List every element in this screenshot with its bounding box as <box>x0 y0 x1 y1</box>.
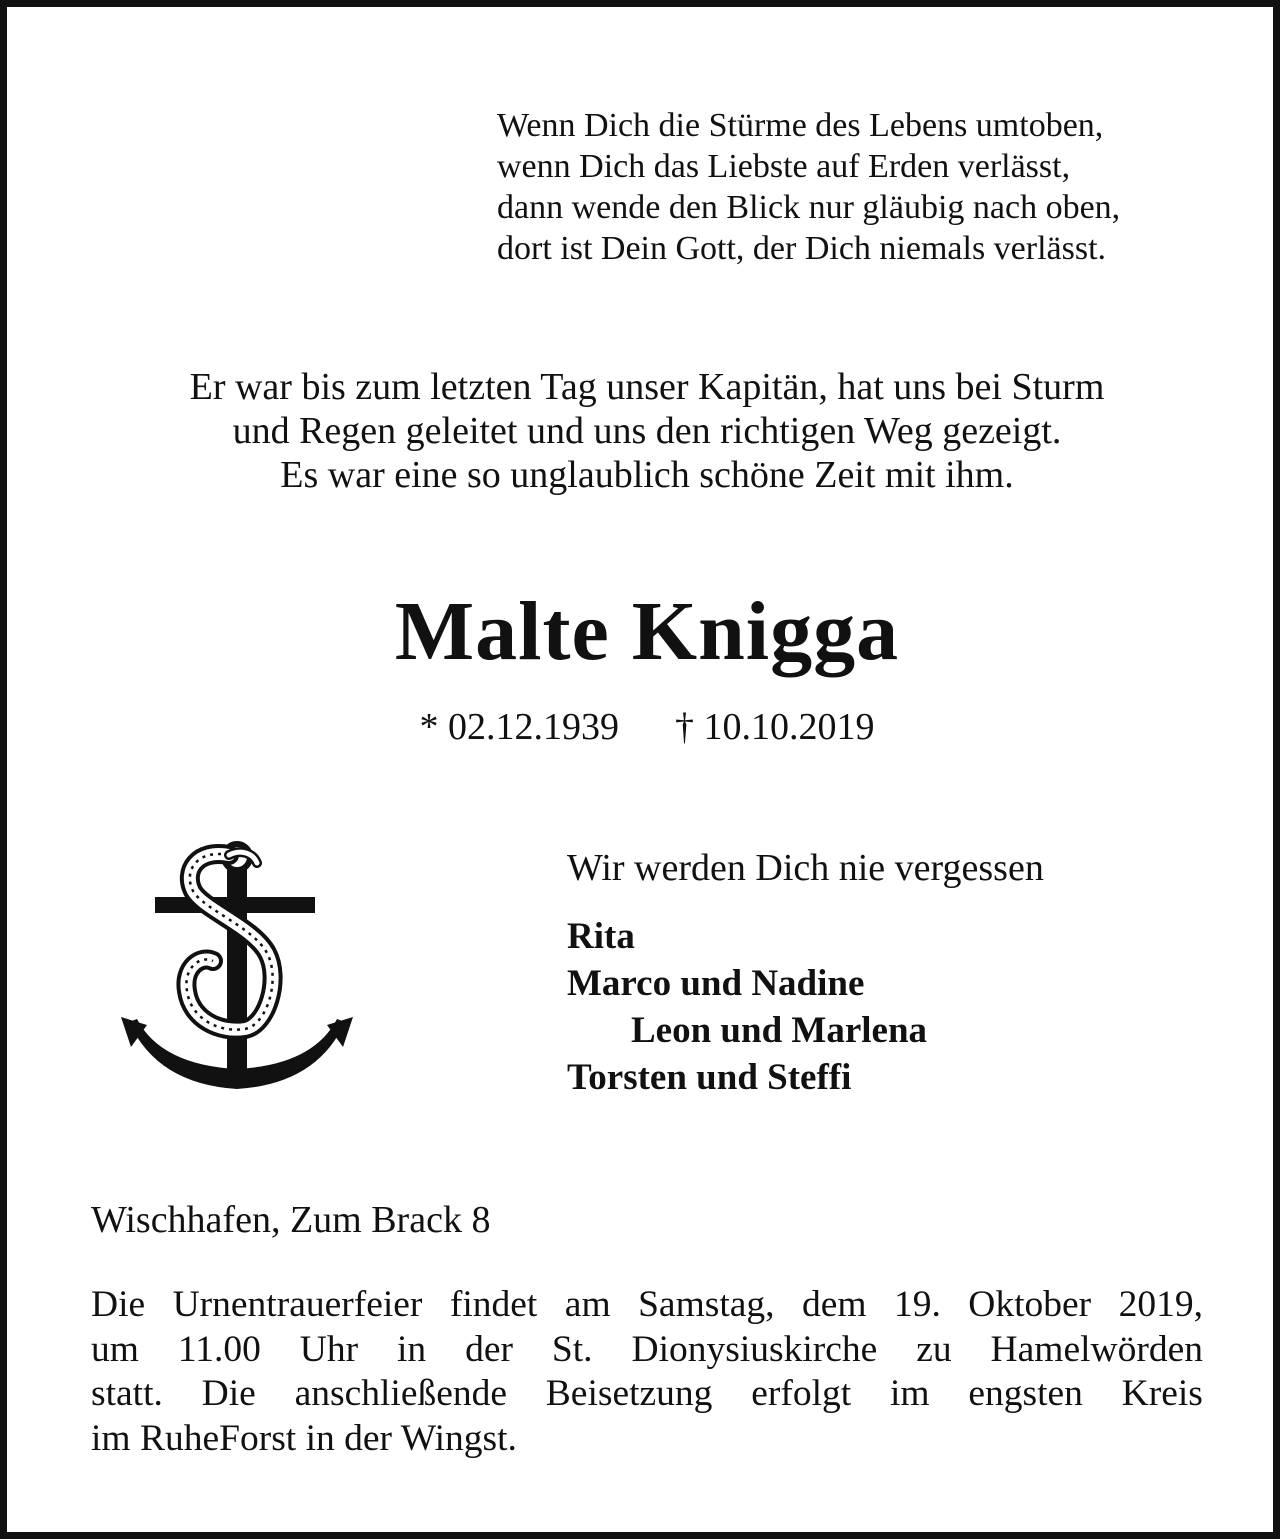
mourners-intro: Wir werden Dich nie vergessen <box>567 847 1044 889</box>
poem <box>497 105 1237 269</box>
tribute-line: und Regen geleitet und uns den richtigen Weg gezeigt. <box>232 410 1062 452</box>
tribute-line: Er war bis zum letzten Tag unser Kapitän, hat uns bei Sturm <box>189 366 1105 408</box>
family-address: Wischhafen, Zum Brack 8 <box>91 1199 491 1241</box>
ceremony-notice <box>91 1283 1203 1461</box>
mourners <box>567 845 1247 1101</box>
ceremony-line: Die Urnentrauerfeier findet am Samstag, dem 19. Oktober 2019, <box>91 1284 1203 1325</box>
mourner-name: Rita <box>567 916 635 957</box>
tribute-line: Es war eine so unglaublich schöne Zeit mit ihm. <box>280 454 1014 496</box>
poem-line: dann wende den Blick nur gläubig nach oben, <box>497 189 1121 226</box>
death-date: † 10.10.2019 <box>675 706 875 748</box>
poem-line: dort ist Dein Gott, der Dich niemals verlässt. <box>497 230 1107 267</box>
poem-line: wenn Dich das Liebste auf Erden verlässt, <box>497 148 1071 185</box>
deceased-name: Malte Knigga <box>394 585 900 678</box>
poem-line: Wenn Dich die Stürme des Lebens umtoben, <box>497 107 1104 144</box>
anchor-with-rope-icon <box>117 829 357 1099</box>
birth-date: * 02.12.1939 <box>419 706 619 748</box>
mourner-name: Marco und Nadine <box>567 963 865 1004</box>
mourner-name: Torsten und Steffi <box>567 1057 852 1098</box>
mourner-name: Leon und Marlena <box>631 1010 928 1051</box>
tribute-text <box>47 365 1247 497</box>
mourner-list <box>567 913 1247 1101</box>
life-dates <box>47 704 1247 750</box>
ceremony-line: statt. Die anschließende Beisetzung erfolgt im engsten Kreis <box>91 1373 1203 1414</box>
ceremony-line: im RuheForst in der Wingst. <box>91 1417 517 1459</box>
ceremony-line: um 11.00 Uhr in der St. Dionysiuskirche zu Hamelwörden <box>91 1328 1203 1370</box>
